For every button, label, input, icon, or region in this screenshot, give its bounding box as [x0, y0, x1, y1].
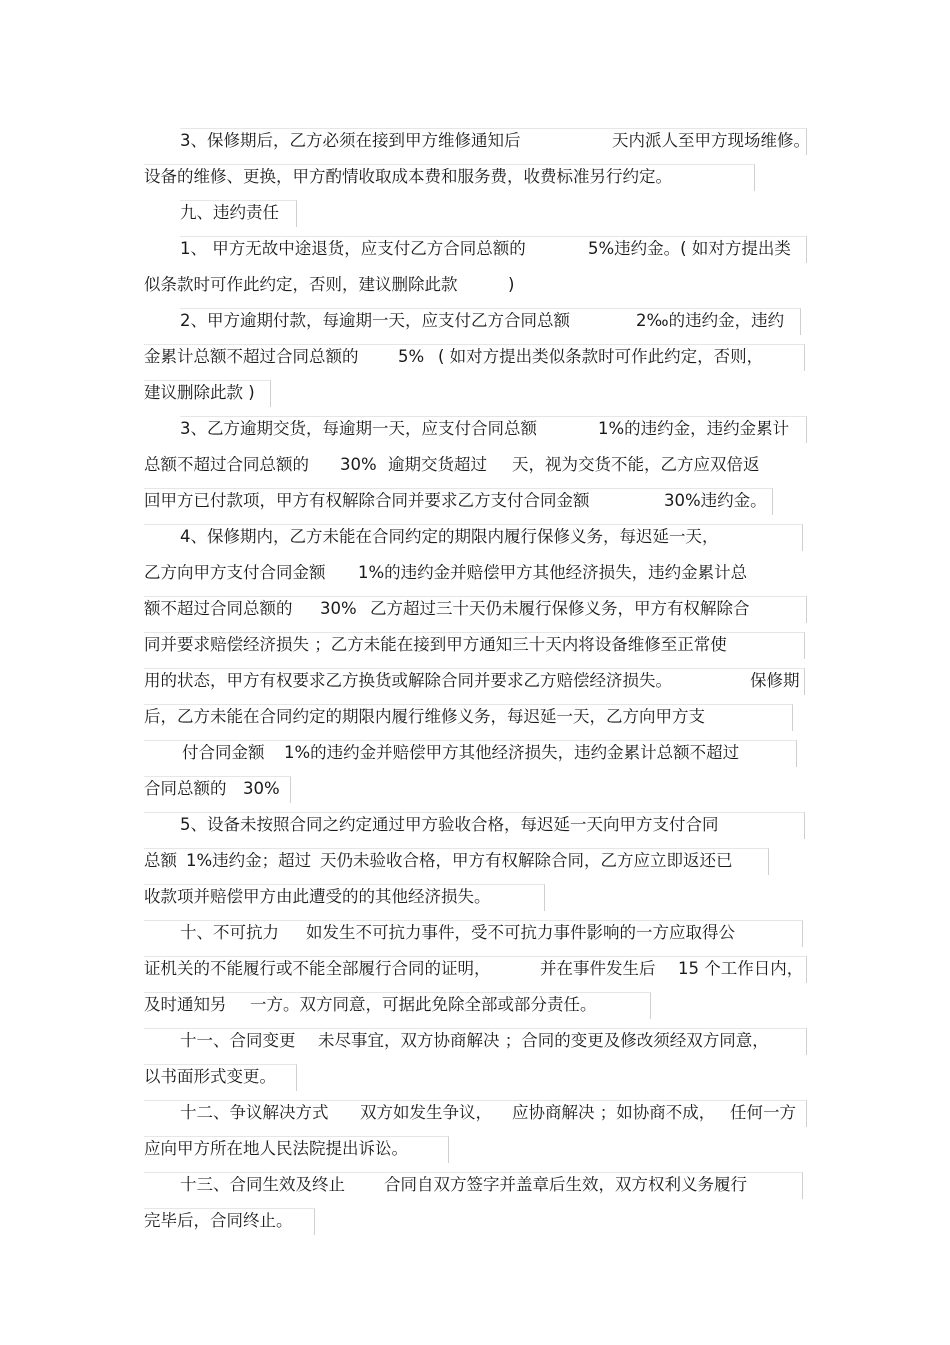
text-line	[0, 339, 764, 375]
text-segment: 一方。双方同意，可据此免除全部或部分责任。	[250, 995, 597, 1014]
text-segment: 4、保修期内，乙方未能在合同约定的期限内履行保修义务，每迟延一天，	[180, 527, 719, 546]
text-segment: 完毕后，合同终止。	[144, 1211, 293, 1230]
text-segment: 保修期	[750, 671, 800, 690]
text-segment: 设备的维修、更换，甲方酌情收取成本费和服务费，收费标准另行约定。	[144, 167, 672, 186]
text-line	[0, 771, 280, 807]
text-segment: 额不超过合同总额的	[144, 599, 293, 618]
text-segment: 未尽事宜，双方协商解决 ；合同的变更及修改须经双方同意，	[318, 1031, 769, 1050]
text-line	[0, 591, 750, 627]
text-segment: )	[508, 275, 515, 294]
text-line	[0, 267, 515, 303]
text-segment: 总额不超过合同总额的	[144, 455, 309, 474]
section-heading	[0, 1095, 796, 1131]
text-line	[0, 699, 705, 735]
text-line	[0, 951, 804, 987]
text-line	[0, 159, 672, 195]
text-segment: 任何一方	[730, 1103, 796, 1122]
text-segment: 建议删除此款 )	[144, 383, 255, 402]
text-segment: 5%	[398, 347, 425, 366]
text-segment: 乙方向甲方支付合同金额	[144, 563, 326, 582]
text-line	[0, 231, 791, 267]
text-segment: 以书面形式变更。	[144, 1067, 276, 1086]
text-line	[0, 123, 810, 159]
text-line	[0, 375, 255, 411]
text-segment: 付合同金额	[182, 743, 265, 762]
text-segment: 天仍未验收合格，甲方有权解除合同，乙方应立即返还已	[320, 851, 733, 870]
text-segment: 应向甲方所在地人民法院提出诉讼。	[144, 1139, 408, 1158]
text-segment: 30%	[243, 779, 280, 798]
text-segment: 并在事件发生后	[540, 959, 656, 978]
text-line	[0, 879, 491, 915]
text-segment: 十二、争议解决方式	[180, 1103, 329, 1122]
section-heading	[0, 1023, 769, 1059]
text-line	[0, 735, 740, 771]
text-segment: 15 个工作日内，	[678, 959, 804, 978]
text-line	[0, 519, 719, 555]
text-segment: 十一、合同变更	[180, 1031, 296, 1050]
text-segment: 似条款时可作此约定，否则，建议删除此款	[144, 275, 458, 294]
text-segment: 1%的违约金，违约金累计	[598, 419, 790, 438]
text-segment: 金累计总额不超过合同总额的	[144, 347, 359, 366]
text-segment: 合同自双方签字并盖章后生效，双方权利义务履行	[384, 1175, 747, 1194]
text-segment: 总额	[144, 851, 177, 870]
text-line	[0, 1059, 276, 1095]
text-segment: 双方如发生争议，	[360, 1103, 492, 1122]
text-segment: 十三、合同生效及终止	[180, 1175, 345, 1194]
text-segment: 1%的违约金并赔偿甲方其他经济损失，违约金累计总额不超过	[284, 743, 740, 762]
text-line	[0, 411, 790, 447]
text-segment: 3、保修期后，乙方必须在接到甲方维修通知后	[180, 131, 521, 150]
text-segment: 应协商解决 ；如协商不成，	[512, 1103, 716, 1122]
text-segment: 九、违约责任	[180, 203, 279, 222]
text-segment: 5%违约金。( 如对方提出类	[588, 239, 791, 258]
text-segment: 1%违约金；超过	[186, 851, 312, 870]
text-line	[0, 1131, 408, 1167]
text-segment: 2、甲方逾期付款，每逾期一天，应支付乙方合同总额	[180, 311, 570, 330]
text-segment: 30%	[320, 599, 357, 618]
text-line	[0, 447, 760, 483]
text-segment: 天，视为交货不能，乙方应双倍返	[512, 455, 760, 474]
section-heading	[0, 1167, 747, 1203]
text-segment: 后，乙方未能在合同约定的期限内履行维修义务，每迟延一天，乙方向甲方支	[144, 707, 705, 726]
text-line	[0, 987, 597, 1023]
text-segment: 收款项并赔偿甲方由此遭受的的其他经济损失。	[144, 887, 491, 906]
text-segment: 1%的违约金并赔偿甲方其他经济损失，违约金累计总	[358, 563, 748, 582]
text-line	[0, 627, 727, 663]
text-segment: 乙方超过三十天仍未履行保修义务，甲方有权解除合	[370, 599, 750, 618]
text-segment: 30%违约金。	[664, 491, 767, 510]
section-heading	[0, 915, 735, 951]
text-segment: 十、不可抗力	[180, 923, 279, 942]
text-segment: 及时通知另	[144, 995, 227, 1014]
text-line	[0, 483, 767, 519]
text-segment: 同并要求赔偿经济损失 ；乙方未能在接到甲方通知三十天内将设备维修至正常使	[144, 635, 727, 654]
text-line	[0, 303, 785, 339]
text-segment: 天内派人至甲方现场维修。	[612, 131, 810, 150]
section-heading	[0, 195, 279, 231]
text-segment: 逾期交货超过	[388, 455, 487, 474]
text-segment: 用的状态，甲方有权要求乙方换货或解除合同并要求乙方赔偿经济损失。	[144, 671, 672, 690]
text-segment: 如发生不可抗力事件，受不可抗力事件影响的一方应取得公	[306, 923, 735, 942]
text-segment: 1、 甲方无故中途退货，应支付乙方合同总额的	[180, 239, 526, 258]
text-segment: 30%	[340, 455, 377, 474]
text-segment: 合同总额的	[144, 779, 227, 798]
text-line	[0, 1203, 293, 1239]
text-segment: 回甲方已付款项，甲方有权解除合同并要求乙方支付合同金额	[144, 491, 590, 510]
text-line	[0, 843, 733, 879]
text-segment: 3、乙方逾期交货，每逾期一天，应支付合同总额	[180, 419, 537, 438]
text-line	[0, 555, 748, 591]
text-segment: 2‰的违约金，违约	[636, 311, 785, 330]
text-segment: 5、设备未按照合同之约定通过甲方验收合格，每迟延一天向甲方支付合同	[180, 815, 719, 834]
text-segment: 证机关的不能履行或不能全部履行合同的证明，	[144, 959, 491, 978]
text-line	[0, 663, 800, 699]
text-line	[0, 807, 719, 843]
text-segment: ( 如对方提出类似条款时可作此约定，否则，	[438, 347, 764, 366]
